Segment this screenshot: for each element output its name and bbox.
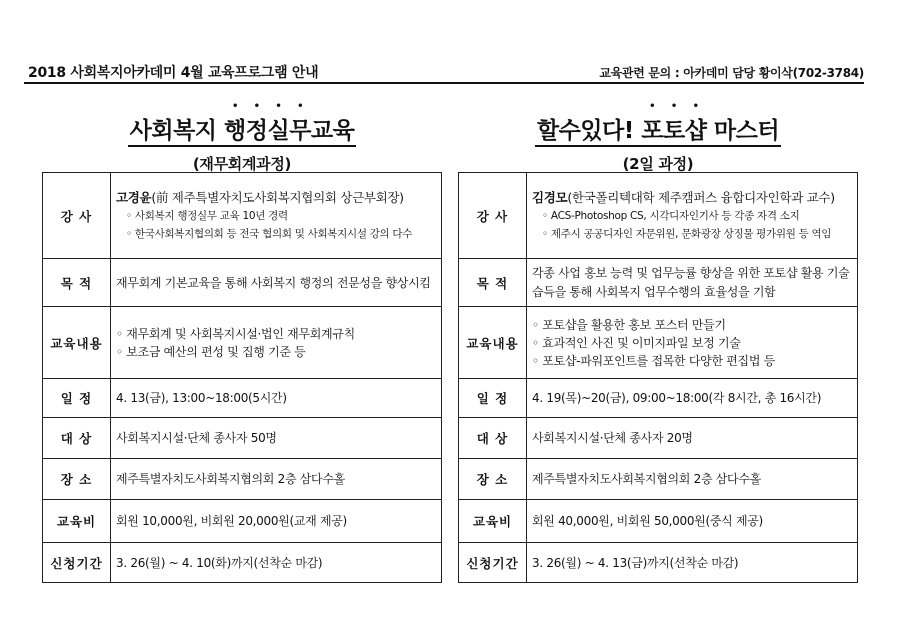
instructor-name: 고경윤	[116, 189, 152, 205]
right-program-heading	[458, 117, 858, 174]
table-row	[459, 307, 858, 379]
content-item: ◦ 포토샵-파워포인트를 접목한 다양한 편집법 등	[532, 353, 775, 368]
left-program-subtitle: (재무회계과정)	[192, 155, 292, 173]
date-label: 일 정	[43, 379, 111, 418]
place-label: 장 소	[43, 459, 111, 500]
instructor-cell	[527, 173, 858, 259]
purpose-value: 재무회계 기본교육을 통해 사회복지 행정의 전문성을 향상시킴	[111, 259, 442, 307]
table-row	[459, 459, 858, 500]
content-item: ◦ 효과적인 사진 및 이미지파일 보정 기술	[532, 335, 741, 350]
apply-label: 신청기간	[43, 543, 111, 583]
place-value: 제주특별자치도사회복지협의회 2층 삼다수홀	[527, 459, 858, 500]
place-label: 장 소	[459, 459, 527, 500]
instructor-title: (前 제주특별자치도사회복지협의회 상근부회장)	[151, 189, 404, 205]
fee-value: 회원 10,000원, 비회원 20,000원(교재 제공)	[111, 500, 442, 543]
left-program-heading	[42, 117, 442, 174]
instructor-cell	[111, 173, 442, 259]
instructor-label: 강 사	[459, 173, 527, 259]
table-row	[43, 307, 442, 379]
instructor-label: 강 사	[43, 173, 111, 259]
table-row	[43, 418, 442, 459]
right-program-table	[458, 172, 858, 583]
instructor-title: (한국폴리텍대학 제주캠퍼스 융합디자인학과 교수)	[567, 189, 835, 205]
instructor-name-line	[532, 189, 852, 207]
right-title-emphasis: 포토샵	[641, 118, 707, 144]
table-row	[459, 173, 858, 259]
content-item: ◦ 재무회계 및 사회복지시설·법인 재무회계규칙	[116, 326, 355, 341]
instructor-note: ◦ 제주시 공공디자인 자문위원, 문화광장 상징물 평가위원 등 역임	[542, 227, 832, 240]
purpose-label: 목 적	[43, 259, 111, 307]
right-program-title	[535, 117, 781, 147]
target-label: 대 상	[459, 418, 527, 459]
page-title: 2018 사회복지아카데미 4월 교육프로그램 안내	[28, 65, 319, 81]
date-value: 4. 13(금), 13:00~18:00(5시간)	[111, 379, 442, 418]
instructor-note: ◦ 한국사회복지협의회 등 전국 협의회 및 사회복지시설 강의 다수	[126, 227, 413, 240]
left-title-emphasis: 행정실무	[224, 118, 311, 144]
place-value: 제주특별자치도사회복지협의회 2층 삼다수홀	[111, 459, 442, 500]
table-row	[459, 543, 858, 583]
table-row	[43, 500, 442, 543]
target-label: 대 상	[43, 418, 111, 459]
content-item: ◦ 포토샵을 활용한 홍보 포스터 만들기	[532, 317, 726, 332]
fee-label: 교육비	[43, 500, 111, 543]
contact-info: 교육관련 문의 : 아카데미 담당 황이삭(702-3784)	[599, 66, 864, 80]
left-program-title	[128, 117, 357, 147]
date-label: 일 정	[459, 379, 527, 418]
apply-label: 신청기간	[459, 543, 527, 583]
content-cell	[111, 307, 442, 379]
apply-value: 3. 26(월) ~ 4. 13(금)까지(선착순 마감)	[527, 543, 858, 583]
instructor-note: ◦ 사회복지 행정실무 교육 10년 경력	[126, 209, 288, 222]
content-label: 교육내용	[459, 307, 527, 379]
fee-label: 교육비	[459, 500, 527, 543]
fee-value: 회원 40,000원, 비회원 50,000원(중식 제공)	[527, 500, 858, 543]
table-row	[43, 459, 442, 500]
right-title-prefix: 할수있다!	[536, 118, 642, 144]
date-value: 4. 19(목)~20(금), 09:00~18:00(각 8시간, 총 16시간)	[527, 379, 858, 418]
left-title-prefix: 사회복지	[129, 118, 225, 144]
content-cell	[527, 307, 858, 379]
purpose-value: 각종 사업 홍보 능력 및 업무능률 향상을 위한 포토샵 활용 기술 습득을 통해 사회복지 업무수행의 효율성을 기함	[527, 259, 858, 307]
apply-value: 3. 26(월) ~ 4. 10(화)까지(선착순 마감)	[111, 543, 442, 583]
right-program-subtitle: (2일 과정)	[622, 155, 694, 173]
left-program-table	[42, 172, 442, 583]
table-row	[43, 259, 442, 307]
left-title-suffix: 교육	[310, 118, 355, 144]
instructor-name: 김경모	[532, 189, 568, 205]
target-value: 사회복지시설·단체 종사자 20명	[527, 418, 858, 459]
table-row	[459, 379, 858, 418]
table-row	[43, 379, 442, 418]
page-header	[24, 62, 864, 84]
instructor-note: ◦ ACS-Photoshop CS, 시각디자인기사 등 각종 자격 소지	[542, 209, 800, 222]
table-row	[43, 173, 442, 259]
purpose-label: 목 적	[459, 259, 527, 307]
table-row	[459, 418, 858, 459]
content-item: ◦ 보조금 예산의 편성 및 집행 기준 등	[116, 344, 306, 359]
table-row	[459, 500, 858, 543]
right-title-suffix: 마스터	[706, 118, 780, 144]
table-row	[43, 543, 442, 583]
target-value: 사회복지시설·단체 종사자 50명	[111, 418, 442, 459]
instructor-name-line	[116, 189, 436, 207]
content-label: 교육내용	[43, 307, 111, 379]
table-row	[459, 259, 858, 307]
